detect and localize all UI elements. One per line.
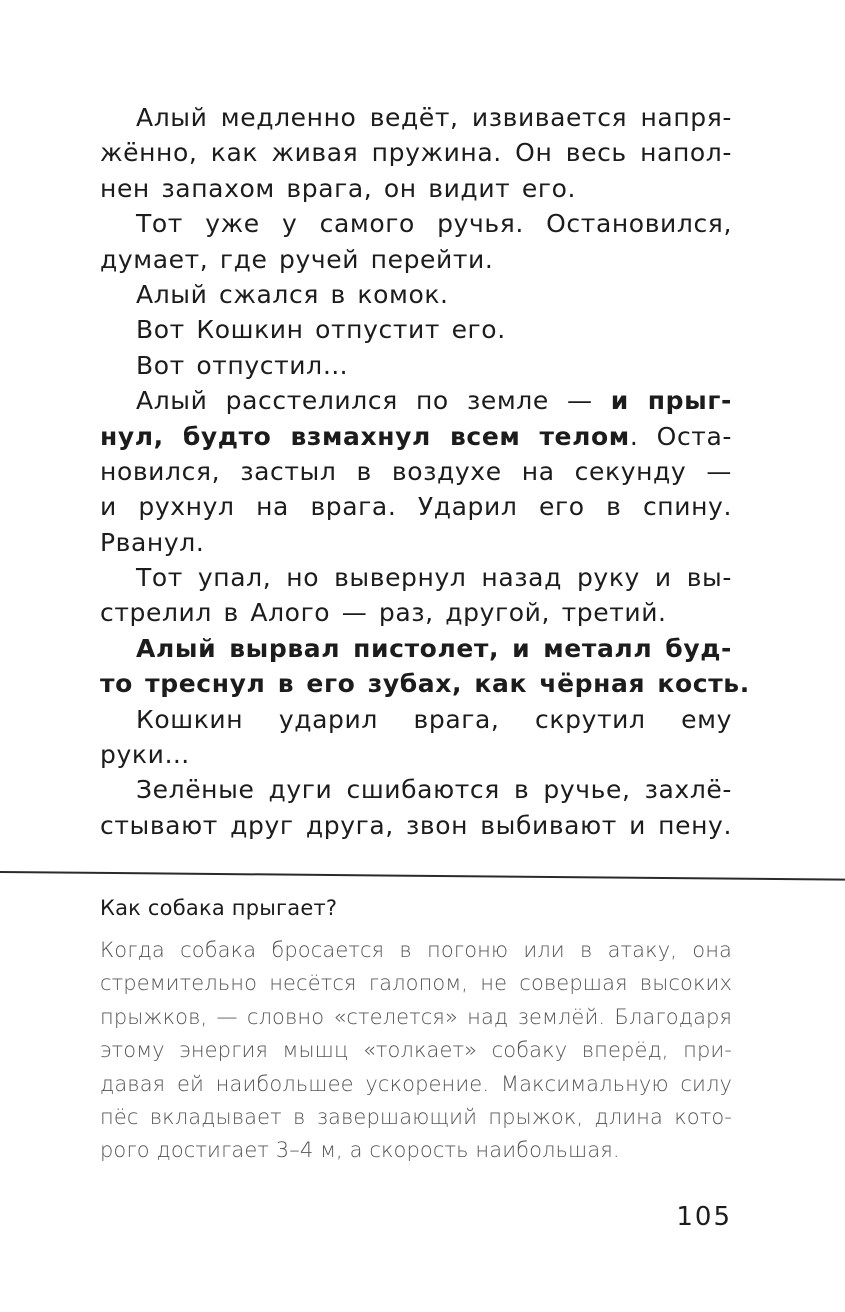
sidebar-line: этому энергия мышц «толкает» собаку вперёд, при- [100, 1038, 732, 1063]
text-line [100, 489, 732, 524]
text-line [100, 737, 732, 772]
text-line [100, 560, 732, 595]
text-line [100, 808, 732, 843]
text-span: Тот уже у самого ручья. Остановился, [136, 209, 732, 239]
text-span: руки… [100, 740, 191, 770]
text-span: стрелил в Алого — раз, другой, третий. [100, 598, 667, 628]
text-span: . Оста- [629, 421, 732, 451]
text-line [100, 702, 732, 737]
text-span: Рванул. [100, 527, 205, 557]
main-text [100, 100, 750, 843]
text-line [100, 419, 732, 454]
bold-text: и прыг- [610, 386, 733, 416]
text-span: Вот Кошкин отпустит его. [136, 315, 506, 345]
bold-text: то треснул в его зубах, как чёрная кость. [100, 669, 750, 699]
text-line [100, 171, 732, 206]
sidebar-line: рого достигает 3–4 м, а скорость наибольшая. [100, 1138, 620, 1163]
sidebar-line: стремительно несётся галопом, не совершая высоких [100, 971, 732, 996]
text-line [100, 595, 732, 630]
section-divider [0, 871, 845, 880]
text-span: Вот отпустил… [136, 350, 349, 380]
text-line [100, 348, 732, 383]
text-line [100, 277, 732, 312]
text-line [100, 135, 732, 170]
text-span: новился, застыл в воздухе на секунду — [100, 456, 732, 486]
text-line [100, 383, 732, 418]
text-line [100, 666, 750, 701]
text-line [100, 206, 732, 241]
sidebar-line: прыжков, — словно «стелется» над землёй. Благодаря [100, 1004, 732, 1029]
page-number: 105 [676, 1202, 732, 1232]
text-span: нен запахом врага, он видит его. [100, 173, 577, 203]
sidebar-line: давая ей наибольшее ускорение. Максимальную силу [100, 1071, 732, 1096]
text-span: и рухнул на врага. Ударил его в спину. [100, 492, 732, 522]
text-span: Алый сжался в комок. [136, 279, 449, 309]
text-span: жённо, как живая пружина. Он весь напол- [100, 138, 732, 168]
text-span: Тот упал, но вывернул назад руку и вы- [136, 563, 732, 593]
text-span: Зелёные дуги сшибаются в ручье, захлё- [136, 775, 732, 805]
text-span: стывают друг друга, звон выбивают и пену. [100, 810, 732, 840]
sidebar-title: Как собака прыгает? [100, 896, 338, 920]
text-line [100, 631, 732, 666]
text-span: Кошкин ударил врага, скрутил ему [136, 704, 732, 734]
text-span: Алый расстелился по земле — [136, 386, 611, 416]
text-line [100, 242, 732, 277]
bold-text: нул, будто взмахнул всем телом [100, 421, 630, 451]
text-line [100, 454, 732, 489]
text-line [100, 772, 732, 807]
sidebar-text [100, 934, 732, 1168]
sidebar-line: пёс вкладывает в завершающий прыжок, длина кото- [100, 1104, 732, 1129]
text-line [100, 312, 732, 347]
text-span: думает, где ручей перейти. [100, 244, 494, 274]
sidebar-line: Когда собака бросается в погоню или в атаку, она [100, 938, 732, 962]
text-span: Алый медленно ведёт, извивается напря- [136, 103, 732, 132]
text-line [100, 100, 732, 135]
bold-text: Алый вырвал пистолет, и металл буд- [136, 633, 732, 663]
text-line [100, 525, 732, 560]
